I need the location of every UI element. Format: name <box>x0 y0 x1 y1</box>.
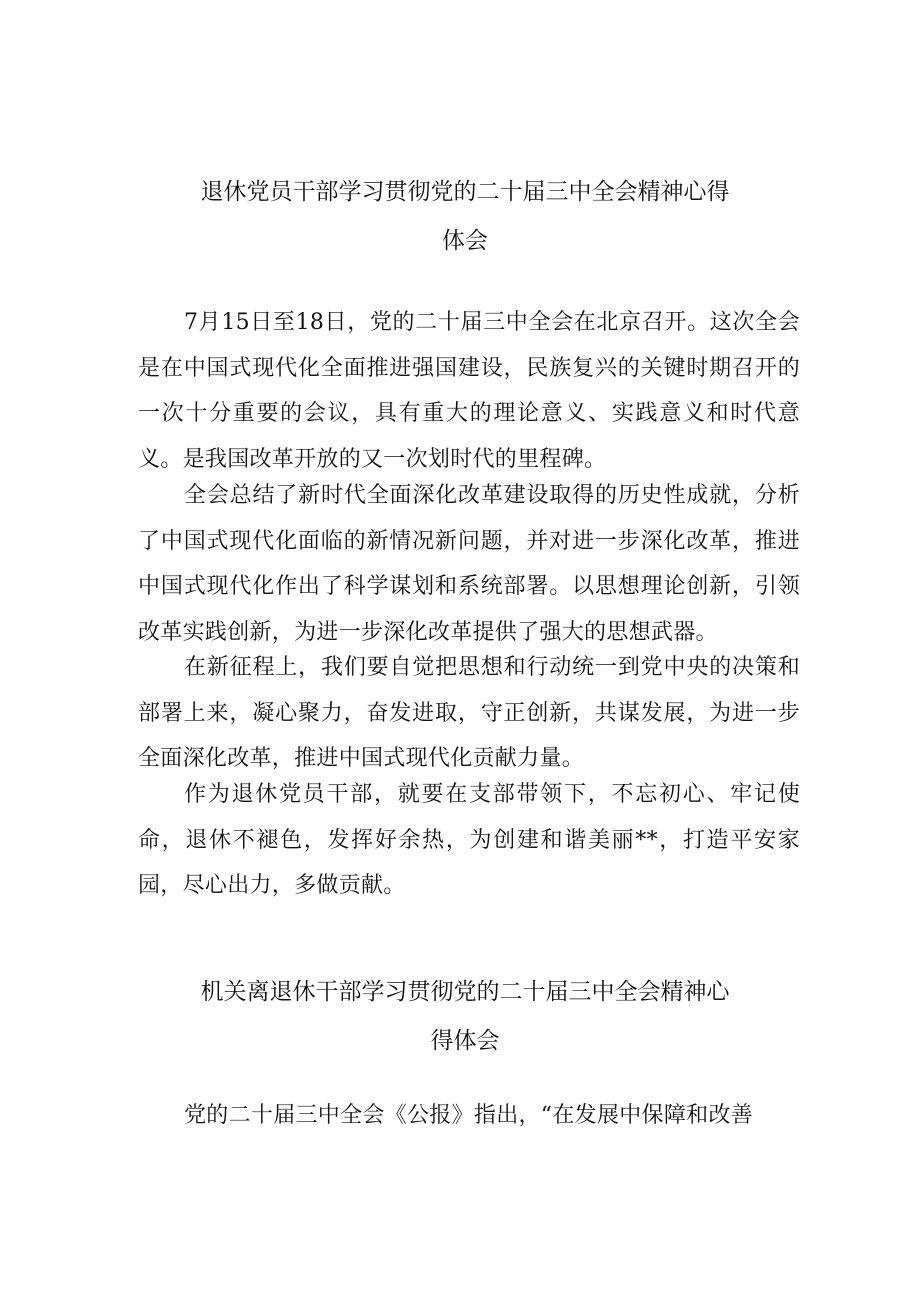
body-paragraph: 7月15日至18日，党的二十届三中全会在北京召开。这次全会是在中国式现代化全面推进强国建设，民族复兴的关键时期召开的一次十分重要的会议，具有重大的理论意义、实践意义和时代意义。是我国改革开放的又一次划时代的里程碑。 <box>138 310 800 472</box>
article-title <box>120 968 810 1066</box>
title-line-1: 机关离退休干部学习贯彻党的二十届三中全会精神心 <box>200 979 730 1005</box>
article-title <box>120 168 810 266</box>
body-paragraph: 党的二十届三中全会《公报》指出，“在发展中保障和改善 <box>184 1103 754 1128</box>
title-line-2: 得体会 <box>430 1028 500 1054</box>
body-paragraph: 在新征程上，我们要自觉把思想和行动统一到党中央的决策和部署上来，凝心聚力，奋发进取，守正创新，共谋发展，为进一步全面深化改革，推进中国式现代化贡献力量。 <box>138 655 800 771</box>
title-line-1: 退休党员干部学习贯彻党的二十届三中全会精神心得 <box>200 179 730 205</box>
body-paragraph: 作为退休党员干部，就要在支部带领下，不忘初心、牢记使命，退休不褪色，发挥好余热，为创建和谐美丽**，打造平安家园，尽心出力，多做贡献。 <box>138 782 800 898</box>
body-paragraph: 全会总结了新时代全面深化改革建设取得的历史性成就，分析了中国式现代化面临的新情况新问题，并对进一步深化改革，推进中国式现代化作出了科学谋划和系统部署。以思想理论创新，引领改革实践创新，为进一步深化改革提供了强大的思想武器。 <box>138 483 800 645</box>
title-line-2: 体会 <box>442 228 488 254</box>
